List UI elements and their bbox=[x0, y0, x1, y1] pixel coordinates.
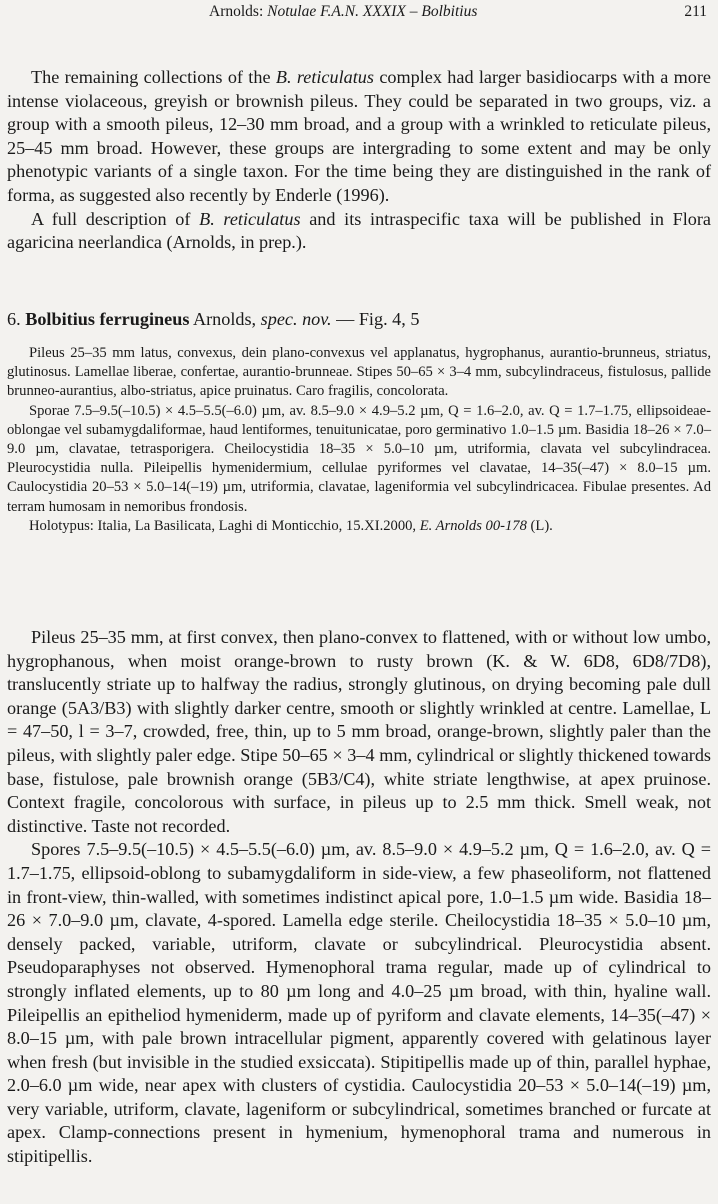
species-status: spec. nov. bbox=[260, 309, 332, 329]
intro-paragraph-1: The remaining collections of the B. reticulatus complex had larger basidiocarps with a more intense violaceous, greyish or brownish pileus. They could be separated in two groups, viz. a group with a smooth pileus, 12–30 mm broad, and a group with a wrinkled to reticulate pileus, 25–45 mm broad. However, these groups are intergrading to some extent and may be only phenotypic variants of a single taxon. For the time being they are distinguished in the rank of forma, as suggested also recently by Enderle (1996). bbox=[7, 67, 711, 205]
species-heading bbox=[7, 307, 711, 331]
running-author: Arnolds: bbox=[209, 3, 268, 20]
description-pileus: Pileus 25–35 mm, at first convex, then plano-convex to flattened, with or without low umbo, hygrophanous, when moist orange-brown to rusty brown (K. & W. 6D8, 6D8/7D8), translucently striate up to halfway the radius, strongly glutinous, on drying becoming pale dull orange (5A3/B3) with slightly darker centre, smooth or slightly wrinkled at centre. Lamellae, L = 47–50, l = 3–7, crowded, free, thin, up to 5 mm broad, orange-brown, slightly paler than the pileus, with slightly paler edge. Stipe 50–65 × 3–4 mm, cylindrical or slightly thickened towards base, fistulose, pale brownish orange (5B3/C4), white striate lengthwise, at apex pruinose. Context fragile, concolorous with surface, in pileus up to 2.5 mm thick. Smell weak, not distinctive. Taste not recorded. bbox=[7, 627, 711, 836]
latin-pileus: Pileus 25–35 mm latus, convexus, dein plano-convexus vel applanatus, hygrophanus, aurantio-brunneus, striatus, glutinosus. Lamellae liberae, confertae, aurantio-brunneae. Stipes 50–65 × 3–4 mm, subcylindraceus, fistulosus, pallide brunneo-aurantius, albo-striatus, apice pruinatus. Caro fragilis, concolorata. bbox=[7, 345, 711, 400]
figure-reference: — Fig. 4, 5 bbox=[331, 309, 420, 329]
latin-sporae: Sporae 7.5–9.5(–10.5) × 4.5–5.5(–6.0) µm, av. 8.5–9.0 × 4.9–5.2 µm, Q = 1.6–2.0, av. Q = 1.7–1.75, ellipsoideae-oblongae vel subamygdaliformae, haud lentiformes, tenuitunicatae, poro germinativo 1.0–1.5 µm. Basidia 18–26 × 7.0–9.0 µm, clavatae, tetrasporigera. Cheilocystidia 18–35 × 5.0–10 µm, utriformia, clavata vel subcylindracea. Pleurocystidia nulla. Pileipellis hymenidermium, cellulae pyriformes vel clavatae, 14–35(–47) × 8.0–15 µm. Caulocystidia 20–53 × 5.0–14(–19) µm, utriformia, clavatae, lageniformia vel subcylindricacea. Fibulae presentes. Ad terram humosam in nemoribus frondosis. bbox=[7, 402, 711, 515]
running-header bbox=[0, 3, 718, 25]
species-name: Bolbitius ferrugineus bbox=[25, 309, 190, 329]
latin-diagnosis bbox=[7, 344, 711, 536]
running-head bbox=[209, 3, 477, 21]
english-description bbox=[7, 626, 711, 1169]
running-title: Notulae F.A.N. XXXIX – Bolbitius bbox=[267, 3, 478, 20]
intro-paragraph-2: A full description of B. reticulatus and its intraspecific taxa will be published in Flora agaricina neerlandica (Arnolds, in prep.). bbox=[7, 208, 712, 253]
species-number: 6. bbox=[7, 309, 26, 329]
page-number: 211 bbox=[684, 3, 707, 20]
holotype-collector: E. Arnolds 00-178 bbox=[419, 517, 527, 534]
species-author: Arnolds, bbox=[189, 309, 261, 329]
description-spores: Spores 7.5–9.5(–10.5) × 4.5–5.5(–6.0) µm, av. 8.5–9.0 × 4.9–5.2 µm, Q = 1.6–2.0, av. Q = 1.7–1.75, ellipsoid-oblong to subamygdaliform in side-view, a few phaseoliform, not flattened in front-view, thin-walled, with sometimes indistinct apical pore, 1.0–1.5 µm wide. Basidia 18–26 × 7.0–9.0 µm, clavate, 4-spored. Lamella edge sterile. Cheilocystidia 18–35 × 5.0–10 µm, densely packed, variable, utriform, clavate or subcylindrical. Pleurocystidia absent. Pseudoparaphyses not observed. Hymenophoral trama regular, made up of cylindrical to strongly inflated elements, up to 80 µm long and 4.0–25 µm broad, with thin, hyaline wall. Pileipellis an epitheliod hymeniderm, made up of pyriform and clavate elements, 14–35(–47) × 8.0–15 µm, with pale brown intracellular pigment, apparently covered with gelatinous layer when fresh (but invisible in the studied exsiccata). Stipitipellis made up of thin, parallel hyphae, 2.0–6.0 µm wide, near apex with clusters of cystidia. Caulocystidia 20–53 × 5.0–14(–19) µm, very variable, utriform, clavate, lageniform or subcylindrical, sometimes branched or furcate at apex. Clamp-connections present in hymenium, hymenophoral trama and numerous in stipitipellis. bbox=[7, 839, 711, 1167]
intro-section bbox=[7, 66, 711, 255]
holotype: Holotypus: Italia, La Basilicata, Laghi di Monticchio, 15.XI.2000, E. Arnolds 00-178 (L). bbox=[29, 517, 553, 534]
